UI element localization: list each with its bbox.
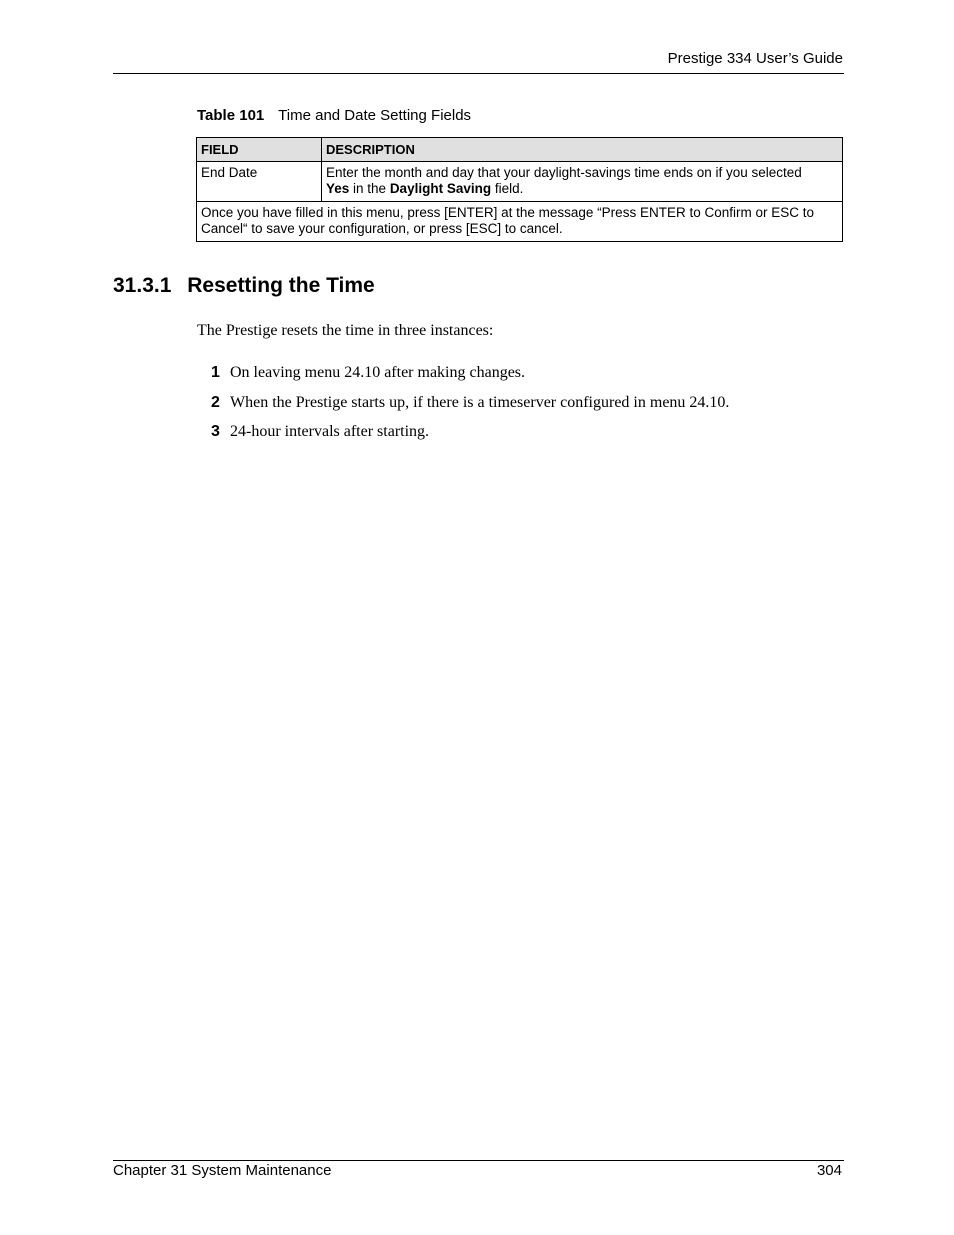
table-row bbox=[197, 162, 843, 202]
footer-page-number: 304 bbox=[816, 1162, 842, 1179]
description-text: field. bbox=[491, 181, 524, 196]
table-header-row bbox=[197, 138, 843, 162]
section-heading bbox=[113, 274, 375, 298]
description-bold-yes: Yes bbox=[326, 181, 350, 196]
step-number: 3 bbox=[211, 423, 220, 440]
table-note-row bbox=[197, 202, 843, 242]
description-cell bbox=[322, 162, 843, 202]
description-text: Enter the month and day that your daylight-savings time ends on if you selected bbox=[326, 165, 802, 180]
description-bold-daylight-saving: Daylight Saving bbox=[389, 181, 492, 196]
footer-chapter: Chapter 31 System Maintenance bbox=[113, 1162, 332, 1179]
footer-rule bbox=[113, 1160, 844, 1161]
step-text: On leaving menu 24.10 after making changes. bbox=[230, 364, 526, 381]
field-cell: End Date bbox=[197, 162, 322, 202]
table-caption bbox=[197, 107, 471, 124]
description-text: in the bbox=[349, 181, 390, 196]
column-header-field: FIELD bbox=[197, 138, 322, 162]
table-note: Once you have filled in this menu, press [ENTER] at the message “Press ENTER to Confirm or ESC to Cancel“ to save your configuration, or press [ESC] to cancel. bbox=[197, 202, 843, 242]
step-text: 24-hour intervals after starting. bbox=[230, 423, 430, 440]
section-intro: The Prestige resets the time in three instances: bbox=[197, 322, 494, 339]
column-header-description: DESCRIPTION bbox=[322, 138, 843, 162]
list-item bbox=[211, 423, 729, 453]
fields-table bbox=[196, 137, 843, 242]
step-number: 1 bbox=[211, 364, 220, 381]
list-item bbox=[211, 394, 729, 424]
section-number: 31.3.1 bbox=[113, 274, 172, 297]
header-rule bbox=[113, 73, 844, 74]
step-text: When the Prestige starts up, if there is a timeserver configured in menu 24.10. bbox=[230, 393, 730, 411]
table-caption-number: Table 101 bbox=[197, 107, 265, 124]
section-title: Resetting the Time bbox=[187, 274, 375, 297]
steps-list bbox=[211, 364, 729, 453]
table-caption-title: Time and Date Setting Fields bbox=[278, 107, 472, 124]
running-header: Prestige 334 User’s Guide bbox=[667, 50, 843, 67]
list-item bbox=[211, 364, 729, 394]
step-number: 2 bbox=[211, 393, 220, 411]
